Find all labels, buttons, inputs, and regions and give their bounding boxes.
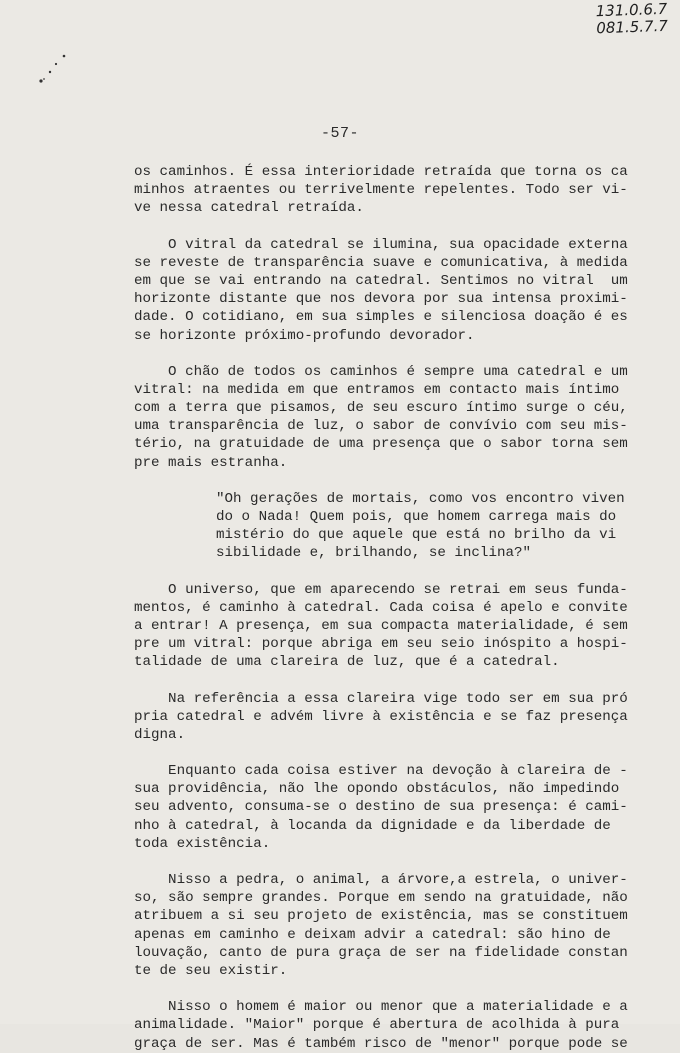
paragraph-gap (134, 853, 606, 871)
text-line: louvação, canto de pura graça de ser na fidelidade constan (134, 944, 628, 961)
text-line: minhos atraentes ou terrivelmente repelentes. Todo ser vi- (134, 182, 628, 199)
document-body (134, 163, 628, 1053)
paragraph-gap (134, 472, 606, 490)
text-line: Na referência a essa clareira vige todo ser em sua pró (134, 690, 628, 707)
text-line: O vitral da catedral se ilumina, sua opacidade externa (134, 236, 628, 253)
paragraph (134, 690, 628, 745)
text-line: talidade de uma clareira de luz, que é a catedral. (134, 654, 560, 671)
text-line: pre mais estranha. (134, 454, 288, 471)
paragraph (134, 363, 628, 472)
text-line: sua providência, não lhe opondo obstáculos, não impedindo (134, 781, 620, 798)
paragraph-gap (134, 672, 606, 690)
text-line: a entrar! A presença, em sua compacta materialidade, é sem (134, 617, 628, 634)
paragraph-gap (134, 744, 606, 762)
text-line: digna. (134, 726, 186, 743)
page-number: -57- (320, 125, 359, 142)
text-line: te de seu existir. (134, 962, 288, 979)
text-line: em que se vai entrando na catedral. Sentimos no vitral um (134, 272, 628, 289)
text-line: tério, na gratuidade de uma presença que o sabor torna sem (134, 436, 628, 453)
text-line: O universo, que em aparecendo se retrai em seus funda- (134, 581, 628, 598)
text-line: pre um vitral: porque abriga em seu seio inóspito a hospi- (134, 636, 628, 653)
paragraph (134, 998, 628, 1053)
text-line: os caminhos. É essa interioridade retraída que torna os ca (134, 164, 628, 180)
paragraph-gap (134, 980, 606, 998)
archive-code-line: 081.5.7.7 (596, 16, 669, 38)
archive-code-line: 131.0.6.7 (595, 0, 668, 21)
ink-specks (36, 52, 76, 92)
paragraph (134, 581, 628, 672)
text-line: do o Nada! Quem pois, que homem carrega mais do (216, 509, 617, 525)
text-line: se horizonte próximo-profundo devorador. (134, 327, 475, 344)
text-line: dade. O cotidiano, em sua simples e silenciosa doação é es (134, 309, 628, 326)
text-line: mentos, é caminho à catedral. Cada coisa é apelo e convite (134, 599, 628, 616)
paragraph (134, 163, 628, 218)
text-line: nho à catedral, à locanda da dignidade e da liberdade de (134, 817, 611, 834)
paragraph-gap (134, 563, 606, 581)
text-line: ve nessa catedral retraída. (134, 200, 364, 217)
text-line: Nisso a pedra, o animal, a árvore,a estrela, o univer- (134, 872, 628, 888)
paragraph (134, 871, 628, 980)
paragraph (134, 762, 628, 853)
text-line: pria catedral e advém livre à existência e se faz presença (134, 708, 628, 725)
text-line: so, são sempre grandes. Porque em sendo na gratuidade, não (134, 890, 628, 907)
paragraph-gap (134, 218, 606, 236)
text-line: atribuem a si seu projeto de existência, mas se constituem (134, 908, 628, 925)
text-line: Nisso o homem é maior ou menor que a materialidade e a (134, 999, 628, 1016)
block-quote (216, 490, 625, 563)
text-line: mistério do que aquele que está no brilho da vi (216, 527, 617, 544)
text-line: "Oh gerações de mortais, como vos encontro viven (216, 490, 625, 507)
text-line: uma transparência de luz, o sabor de convívio com seu mis- (134, 418, 628, 435)
paragraph (134, 236, 628, 345)
text-line: com a terra que pisamos, de seu escuro íntimo surge o céu, (134, 400, 628, 417)
text-line: graça de ser. Mas é também risco de "menor" porque pode se (134, 1035, 628, 1052)
archive-code (596, 1, 669, 37)
text-line: se reveste de transparência suave e comunicativa, à medida (134, 254, 628, 271)
text-line: toda existência. (134, 835, 271, 852)
text-line: horizonte distante que nos devora por sua intensa proximi- (134, 291, 628, 308)
text-line: O chão de todos os caminhos é sempre uma catedral e um (134, 363, 628, 380)
text-line: apenas em caminho e deixam advir a catedral: são hino de (134, 926, 611, 943)
text-line: Enquanto cada coisa estiver na devoção à clareira de - (134, 763, 628, 780)
text-line: sibilidade e, brilhando, se inclina?" (216, 545, 532, 562)
text-line: vitral: na medida em que entramos em contacto mais íntimo (134, 381, 620, 398)
text-line: animalidade. "Maior" porque é abertura de acolhida à pura (134, 1017, 620, 1034)
text-line: seu advento, consuma-se o destino de sua presença: é cami- (134, 799, 628, 816)
paragraph-gap (134, 345, 606, 363)
